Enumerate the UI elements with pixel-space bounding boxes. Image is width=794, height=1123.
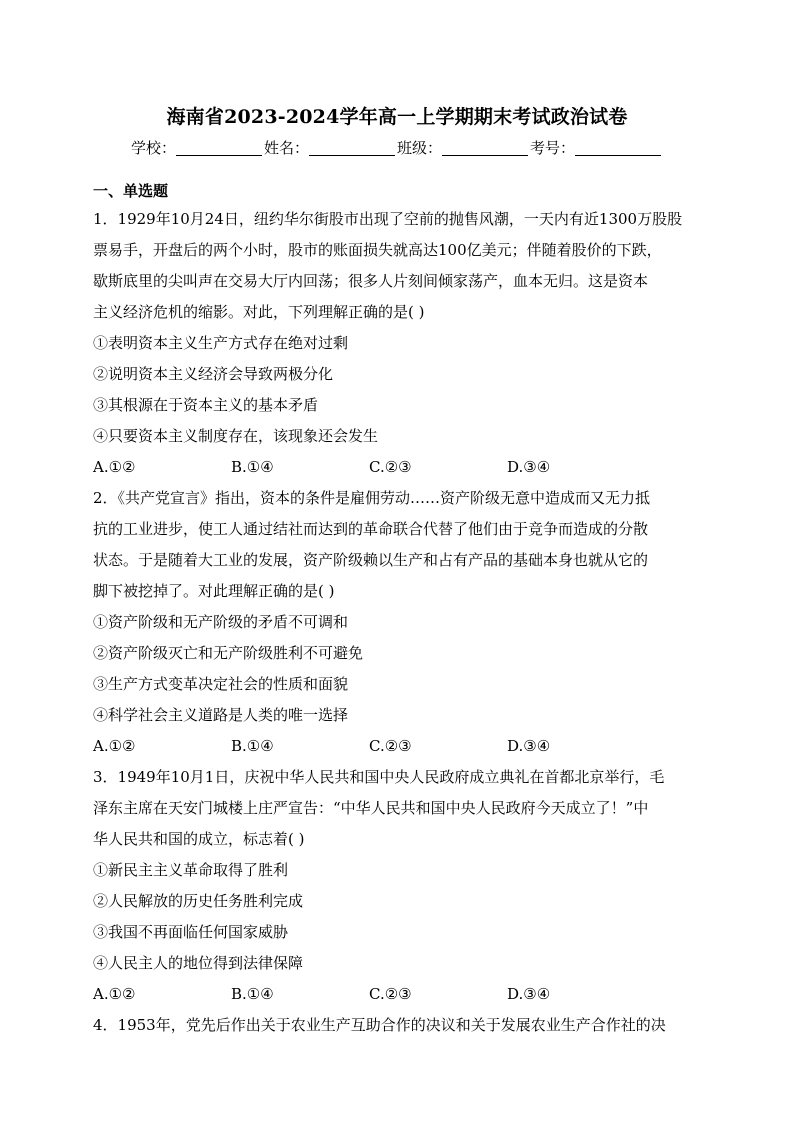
question-line: 抗的工业进步，使工人通过结社而达到的革命联合代替了他们由于竞争而造成的分散: [93, 520, 649, 538]
choice-b: B.①④: [231, 737, 274, 755]
choice-a: A.①②: [93, 985, 136, 1003]
school-label: 学校：: [130, 139, 176, 157]
question-line: 泽东主席在天安门城楼上庄严宣告：“中华人民共和国中央人民政府今天成立了！”中: [93, 799, 649, 817]
question-line: 2．《共产党宣言》指出，资本的条件是雇佣劳动……资产阶级无意中造成而又无力抵: [93, 489, 651, 507]
choice-c: C.②③: [369, 985, 412, 1003]
exam-content: [93, 178, 708, 1041]
question-3: [93, 762, 708, 1010]
answer-choices: [93, 731, 708, 762]
statement-option: ④人民主人的地位得到法律保障: [93, 954, 304, 972]
statement-option: ④科学社会主义道路是人类的唯一选择: [93, 706, 349, 724]
choice-a: A.①②: [93, 458, 136, 476]
choice-c: C.②③: [369, 458, 412, 476]
question-line: 脚下被挖掉了。对此理解正确的是( ): [93, 582, 335, 600]
statement-option: ④只要资本主义制度存在，该现象还会发生: [93, 427, 379, 445]
choice-a: A.①②: [93, 737, 136, 755]
exam-title: 海南省2023-2024学年高一上学期期末考试政治试卷: [166, 106, 628, 128]
choice-d: D.③④: [507, 985, 551, 1003]
choice-b: B.①④: [231, 458, 274, 476]
choice-d: D.③④: [507, 458, 551, 476]
choice-b: B.①④: [231, 985, 274, 1003]
statement-option: ③其根源在于资本主义的基本矛盾: [93, 396, 319, 414]
choice-d: D.③④: [507, 737, 551, 755]
question-line: 3．1949年10月1日，庆祝中华人民共和国中央人民政府成立典礼在首都北京举行，毛: [93, 768, 665, 786]
question-4: [93, 1010, 708, 1041]
statement-option: ③生产方式变革决定社会的性质和面貌: [93, 675, 349, 693]
question-2: [93, 483, 708, 762]
student-info-line: [0, 137, 794, 158]
name-blank: [309, 141, 395, 156]
question-line: 状态。于是随着大工业的发展，资产阶级赖以生产和占有产品的基础本身也就从它的: [93, 551, 649, 569]
statement-option: ①新民主主义革命取得了胜利: [93, 861, 289, 879]
choice-c: C.②③: [369, 737, 412, 755]
question-line: 歇斯底里的尖叫声在交易大厅内回荡；很多人片刻间倾家荡产，血本无归。这是资本: [93, 272, 649, 290]
statement-option: ①资产阶级和无产阶级的矛盾不可调和: [93, 613, 349, 631]
statement-option: ②资产阶级灭亡和无产阶级胜利不可避免: [93, 644, 364, 662]
number-blank: [575, 141, 661, 156]
class-blank: [442, 141, 528, 156]
class-label: 班级：: [397, 139, 443, 157]
question-line: 票易手，开盘后的两个小时，股市的账面损失就高达100亿美元；伴随着股价的下跌，: [93, 241, 662, 259]
question-1: [93, 204, 708, 483]
question-line: 华人民共和国的成立，标志着( ): [93, 830, 305, 848]
answer-choices: [93, 979, 708, 1010]
statement-option: ③我国不再面临任何国家威胁: [93, 923, 289, 941]
number-label: 考号：: [530, 139, 576, 157]
answer-choices: [93, 452, 708, 483]
statement-option: ②人民解放的历史任务胜利完成: [93, 892, 304, 910]
question-line: 主义经济危机的缩影。对此，下列理解正确的是( ): [93, 303, 425, 321]
school-blank: [176, 141, 262, 156]
statement-option: ①表明资本主义生产方式存在绝对过剩: [93, 334, 349, 352]
statement-option: ②说明资本主义经济会导致两极分化: [93, 365, 334, 383]
section-heading: 一、单选题: [93, 182, 169, 200]
name-label: 姓名：: [263, 139, 309, 157]
question-line: 4．1953年，党先后作出关于农业生产互助合作的决议和关于发展农业生产合作社的决: [93, 1016, 666, 1034]
question-line: 1．1929年10月24日，纽约华尔街股市出现了空前的抛售风潮，一天内有近1300万股股: [93, 210, 683, 228]
